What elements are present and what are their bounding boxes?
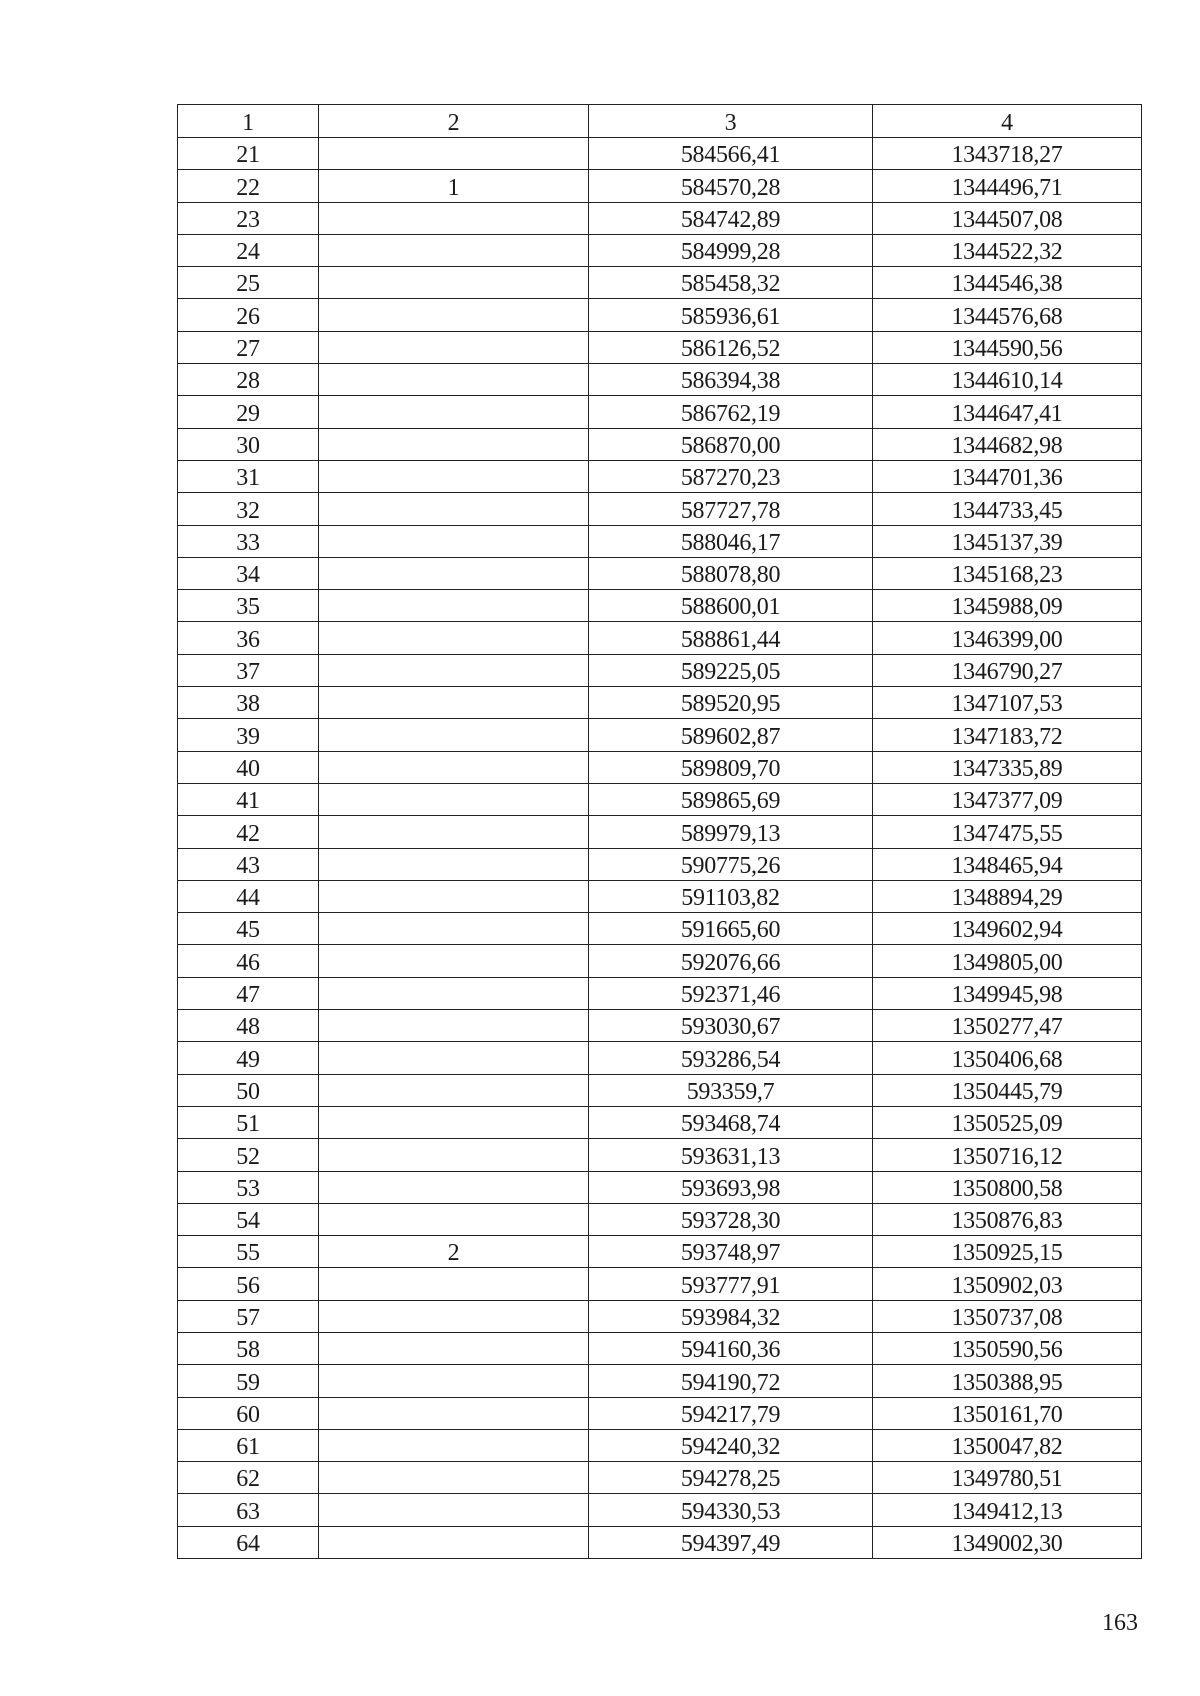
y-coordinate-cell: 1344576,68 xyxy=(873,299,1142,331)
y-coordinate-cell: 1350737,08 xyxy=(873,1300,1142,1332)
y-coordinate-cell: 1344733,45 xyxy=(873,493,1142,525)
point-number-cell: 45 xyxy=(178,913,319,945)
table-row xyxy=(178,364,1142,396)
point-number-cell: 37 xyxy=(178,654,319,686)
y-coordinate-cell: 1344610,14 xyxy=(873,364,1142,396)
table-row xyxy=(178,622,1142,654)
point-number-cell: 43 xyxy=(178,848,319,880)
y-coordinate-cell: 1349945,98 xyxy=(873,977,1142,1009)
x-coordinate-cell: 588046,17 xyxy=(589,525,873,557)
section-marker-cell xyxy=(319,557,589,589)
y-coordinate-cell: 1344647,41 xyxy=(873,396,1142,428)
section-marker-cell xyxy=(319,1074,589,1106)
table-row xyxy=(178,816,1142,848)
y-coordinate-cell: 1350590,56 xyxy=(873,1332,1142,1364)
point-number-cell: 32 xyxy=(178,493,319,525)
table-row xyxy=(178,234,1142,266)
point-number-cell: 50 xyxy=(178,1074,319,1106)
column-header-2: 2 xyxy=(319,105,589,138)
table-row xyxy=(178,428,1142,460)
table-row xyxy=(178,1203,1142,1235)
point-number-cell: 56 xyxy=(178,1268,319,1300)
section-marker-cell xyxy=(319,460,589,492)
section-marker-cell xyxy=(319,848,589,880)
table-row xyxy=(178,1268,1142,1300)
table-row xyxy=(178,880,1142,912)
y-coordinate-cell: 1343718,27 xyxy=(873,138,1142,170)
x-coordinate-cell: 586870,00 xyxy=(589,428,873,460)
point-number-cell: 48 xyxy=(178,1010,319,1042)
table-row xyxy=(178,460,1142,492)
y-coordinate-cell: 1350800,58 xyxy=(873,1171,1142,1203)
section-marker-cell xyxy=(319,138,589,170)
point-number-cell: 36 xyxy=(178,622,319,654)
section-marker-cell xyxy=(319,945,589,977)
table-row xyxy=(178,977,1142,1009)
point-number-cell: 58 xyxy=(178,1332,319,1364)
section-marker-cell xyxy=(319,1526,589,1558)
point-number-cell: 62 xyxy=(178,1462,319,1494)
y-coordinate-cell: 1344546,38 xyxy=(873,267,1142,299)
x-coordinate-cell: 593359,7 xyxy=(589,1074,873,1106)
section-marker-cell xyxy=(319,1494,589,1526)
section-marker-cell xyxy=(319,396,589,428)
table-row xyxy=(178,331,1142,363)
y-coordinate-cell: 1345988,09 xyxy=(873,590,1142,622)
y-coordinate-cell: 1346790,27 xyxy=(873,654,1142,686)
y-coordinate-cell: 1344590,56 xyxy=(873,331,1142,363)
table-row xyxy=(178,267,1142,299)
point-number-cell: 21 xyxy=(178,138,319,170)
x-coordinate-cell: 594330,53 xyxy=(589,1494,873,1526)
x-coordinate-cell: 589225,05 xyxy=(589,654,873,686)
x-coordinate-cell: 587727,78 xyxy=(589,493,873,525)
table-row xyxy=(178,783,1142,815)
y-coordinate-cell: 1348894,29 xyxy=(873,880,1142,912)
table-row xyxy=(178,1332,1142,1364)
x-coordinate-cell: 591103,82 xyxy=(589,880,873,912)
table-row xyxy=(178,687,1142,719)
section-marker-cell xyxy=(319,331,589,363)
header-row xyxy=(178,105,1142,138)
x-coordinate-cell: 584566,41 xyxy=(589,138,873,170)
x-coordinate-cell: 593748,97 xyxy=(589,1236,873,1268)
table-row xyxy=(178,1429,1142,1461)
section-marker-cell xyxy=(319,1042,589,1074)
y-coordinate-cell: 1350277,47 xyxy=(873,1010,1142,1042)
table-row xyxy=(178,493,1142,525)
point-number-cell: 51 xyxy=(178,1106,319,1138)
y-coordinate-cell: 1346399,00 xyxy=(873,622,1142,654)
y-coordinate-cell: 1348465,94 xyxy=(873,848,1142,880)
table-row xyxy=(178,299,1142,331)
section-marker-cell xyxy=(319,977,589,1009)
x-coordinate-cell: 593777,91 xyxy=(589,1268,873,1300)
table-row xyxy=(178,170,1142,202)
column-header-1: 1 xyxy=(178,105,319,138)
section-marker-cell xyxy=(319,428,589,460)
x-coordinate-cell: 594278,25 xyxy=(589,1462,873,1494)
table-row xyxy=(178,1526,1142,1558)
y-coordinate-cell: 1344496,71 xyxy=(873,170,1142,202)
point-number-cell: 24 xyxy=(178,234,319,266)
x-coordinate-cell: 589602,87 xyxy=(589,719,873,751)
point-number-cell: 59 xyxy=(178,1365,319,1397)
point-number-cell: 23 xyxy=(178,202,319,234)
y-coordinate-cell: 1350876,83 xyxy=(873,1203,1142,1235)
coordinates-table xyxy=(177,104,1142,1559)
x-coordinate-cell: 593468,74 xyxy=(589,1106,873,1138)
column-header-4: 4 xyxy=(873,105,1142,138)
x-coordinate-cell: 593030,67 xyxy=(589,1010,873,1042)
point-number-cell: 47 xyxy=(178,977,319,1009)
point-number-cell: 33 xyxy=(178,525,319,557)
y-coordinate-cell: 1350925,15 xyxy=(873,1236,1142,1268)
y-coordinate-cell: 1344682,98 xyxy=(873,428,1142,460)
x-coordinate-cell: 585936,61 xyxy=(589,299,873,331)
section-marker-cell xyxy=(319,202,589,234)
point-number-cell: 54 xyxy=(178,1203,319,1235)
section-marker-cell xyxy=(319,1106,589,1138)
point-number-cell: 55 xyxy=(178,1236,319,1268)
x-coordinate-cell: 593984,32 xyxy=(589,1300,873,1332)
section-marker-cell xyxy=(319,687,589,719)
x-coordinate-cell: 592371,46 xyxy=(589,977,873,1009)
table-row xyxy=(178,751,1142,783)
point-number-cell: 64 xyxy=(178,1526,319,1558)
section-marker-cell xyxy=(319,590,589,622)
table-row xyxy=(178,1042,1142,1074)
y-coordinate-cell: 1350525,09 xyxy=(873,1106,1142,1138)
column-header-3: 3 xyxy=(589,105,873,138)
table-row xyxy=(178,1074,1142,1106)
y-coordinate-cell: 1350902,03 xyxy=(873,1268,1142,1300)
table-row xyxy=(178,1300,1142,1332)
point-number-cell: 34 xyxy=(178,557,319,589)
section-marker-cell xyxy=(319,525,589,557)
section-marker-cell xyxy=(319,880,589,912)
section-marker-cell xyxy=(319,913,589,945)
section-marker-cell xyxy=(319,1010,589,1042)
section-marker-cell xyxy=(319,1300,589,1332)
y-coordinate-cell: 1350161,70 xyxy=(873,1397,1142,1429)
x-coordinate-cell: 588600,01 xyxy=(589,590,873,622)
point-number-cell: 63 xyxy=(178,1494,319,1526)
x-coordinate-cell: 594217,79 xyxy=(589,1397,873,1429)
section-marker-cell xyxy=(319,783,589,815)
x-coordinate-cell: 587270,23 xyxy=(589,460,873,492)
point-number-cell: 26 xyxy=(178,299,319,331)
section-marker-cell xyxy=(319,816,589,848)
table-row xyxy=(178,202,1142,234)
x-coordinate-cell: 593693,98 xyxy=(589,1171,873,1203)
point-number-cell: 42 xyxy=(178,816,319,848)
y-coordinate-cell: 1349002,30 xyxy=(873,1526,1142,1558)
y-coordinate-cell: 1350716,12 xyxy=(873,1139,1142,1171)
y-coordinate-cell: 1345168,23 xyxy=(873,557,1142,589)
point-number-cell: 44 xyxy=(178,880,319,912)
x-coordinate-cell: 594397,49 xyxy=(589,1526,873,1558)
table-row xyxy=(178,1236,1142,1268)
section-marker-cell xyxy=(319,1429,589,1461)
section-marker-cell xyxy=(319,1268,589,1300)
x-coordinate-cell: 594190,72 xyxy=(589,1365,873,1397)
y-coordinate-cell: 1350047,82 xyxy=(873,1429,1142,1461)
y-coordinate-cell: 1344701,36 xyxy=(873,460,1142,492)
table-row xyxy=(178,557,1142,589)
table-row xyxy=(178,719,1142,751)
y-coordinate-cell: 1347183,72 xyxy=(873,719,1142,751)
point-number-cell: 40 xyxy=(178,751,319,783)
y-coordinate-cell: 1347377,09 xyxy=(873,783,1142,815)
table-body xyxy=(178,138,1142,1559)
y-coordinate-cell: 1350406,68 xyxy=(873,1042,1142,1074)
table-row xyxy=(178,525,1142,557)
x-coordinate-cell: 586394,38 xyxy=(589,364,873,396)
point-number-cell: 53 xyxy=(178,1171,319,1203)
table-row xyxy=(178,654,1142,686)
section-marker-cell xyxy=(319,1171,589,1203)
section-marker-cell xyxy=(319,1462,589,1494)
section-marker-cell xyxy=(319,267,589,299)
table-row xyxy=(178,1010,1142,1042)
x-coordinate-cell: 584999,28 xyxy=(589,234,873,266)
x-coordinate-cell: 588861,44 xyxy=(589,622,873,654)
point-number-cell: 31 xyxy=(178,460,319,492)
section-marker-cell xyxy=(319,299,589,331)
section-marker-cell: 1 xyxy=(319,170,589,202)
x-coordinate-cell: 589809,70 xyxy=(589,751,873,783)
y-coordinate-cell: 1347107,53 xyxy=(873,687,1142,719)
section-marker-cell xyxy=(319,1139,589,1171)
table-row xyxy=(178,396,1142,428)
section-marker-cell xyxy=(319,1203,589,1235)
y-coordinate-cell: 1347335,89 xyxy=(873,751,1142,783)
y-coordinate-cell: 1350388,95 xyxy=(873,1365,1142,1397)
point-number-cell: 28 xyxy=(178,364,319,396)
section-marker-cell xyxy=(319,1365,589,1397)
table-row xyxy=(178,1462,1142,1494)
table-row xyxy=(178,1171,1142,1203)
x-coordinate-cell: 593631,13 xyxy=(589,1139,873,1171)
table-header xyxy=(178,105,1142,138)
point-number-cell: 46 xyxy=(178,945,319,977)
point-number-cell: 30 xyxy=(178,428,319,460)
x-coordinate-cell: 590775,26 xyxy=(589,848,873,880)
section-marker-cell xyxy=(319,654,589,686)
section-marker-cell xyxy=(319,493,589,525)
table-row xyxy=(178,1397,1142,1429)
point-number-cell: 35 xyxy=(178,590,319,622)
x-coordinate-cell: 586126,52 xyxy=(589,331,873,363)
point-number-cell: 49 xyxy=(178,1042,319,1074)
x-coordinate-cell: 594240,32 xyxy=(589,1429,873,1461)
section-marker-cell xyxy=(319,1332,589,1364)
y-coordinate-cell: 1344507,08 xyxy=(873,202,1142,234)
section-marker-cell: 2 xyxy=(319,1236,589,1268)
section-marker-cell xyxy=(319,234,589,266)
table-row xyxy=(178,1365,1142,1397)
table-row xyxy=(178,138,1142,170)
section-marker-cell xyxy=(319,1397,589,1429)
x-coordinate-cell: 586762,19 xyxy=(589,396,873,428)
x-coordinate-cell: 588078,80 xyxy=(589,557,873,589)
table-row xyxy=(178,848,1142,880)
x-coordinate-cell: 589979,13 xyxy=(589,816,873,848)
x-coordinate-cell: 593286,54 xyxy=(589,1042,873,1074)
table-row xyxy=(178,1139,1142,1171)
section-marker-cell xyxy=(319,719,589,751)
page-number: 163 xyxy=(1102,1610,1138,1636)
point-number-cell: 22 xyxy=(178,170,319,202)
x-coordinate-cell: 585458,32 xyxy=(589,267,873,299)
x-coordinate-cell: 589865,69 xyxy=(589,783,873,815)
y-coordinate-cell: 1350445,79 xyxy=(873,1074,1142,1106)
point-number-cell: 52 xyxy=(178,1139,319,1171)
y-coordinate-cell: 1344522,32 xyxy=(873,234,1142,266)
table-row xyxy=(178,913,1142,945)
table-row xyxy=(178,1106,1142,1138)
point-number-cell: 39 xyxy=(178,719,319,751)
section-marker-cell xyxy=(319,364,589,396)
point-number-cell: 57 xyxy=(178,1300,319,1332)
y-coordinate-cell: 1349780,51 xyxy=(873,1462,1142,1494)
y-coordinate-cell: 1345137,39 xyxy=(873,525,1142,557)
point-number-cell: 41 xyxy=(178,783,319,815)
y-coordinate-cell: 1349412,13 xyxy=(873,1494,1142,1526)
y-coordinate-cell: 1347475,55 xyxy=(873,816,1142,848)
point-number-cell: 25 xyxy=(178,267,319,299)
table-row xyxy=(178,590,1142,622)
point-number-cell: 60 xyxy=(178,1397,319,1429)
point-number-cell: 38 xyxy=(178,687,319,719)
x-coordinate-cell: 594160,36 xyxy=(589,1332,873,1364)
table-row xyxy=(178,1494,1142,1526)
x-coordinate-cell: 589520,95 xyxy=(589,687,873,719)
x-coordinate-cell: 584570,28 xyxy=(589,170,873,202)
y-coordinate-cell: 1349805,00 xyxy=(873,945,1142,977)
x-coordinate-cell: 584742,89 xyxy=(589,202,873,234)
section-marker-cell xyxy=(319,622,589,654)
x-coordinate-cell: 591665,60 xyxy=(589,913,873,945)
point-number-cell: 29 xyxy=(178,396,319,428)
section-marker-cell xyxy=(319,751,589,783)
x-coordinate-cell: 593728,30 xyxy=(589,1203,873,1235)
point-number-cell: 27 xyxy=(178,331,319,363)
x-coordinate-cell: 592076,66 xyxy=(589,945,873,977)
table-row xyxy=(178,945,1142,977)
y-coordinate-cell: 1349602,94 xyxy=(873,913,1142,945)
point-number-cell: 61 xyxy=(178,1429,319,1461)
